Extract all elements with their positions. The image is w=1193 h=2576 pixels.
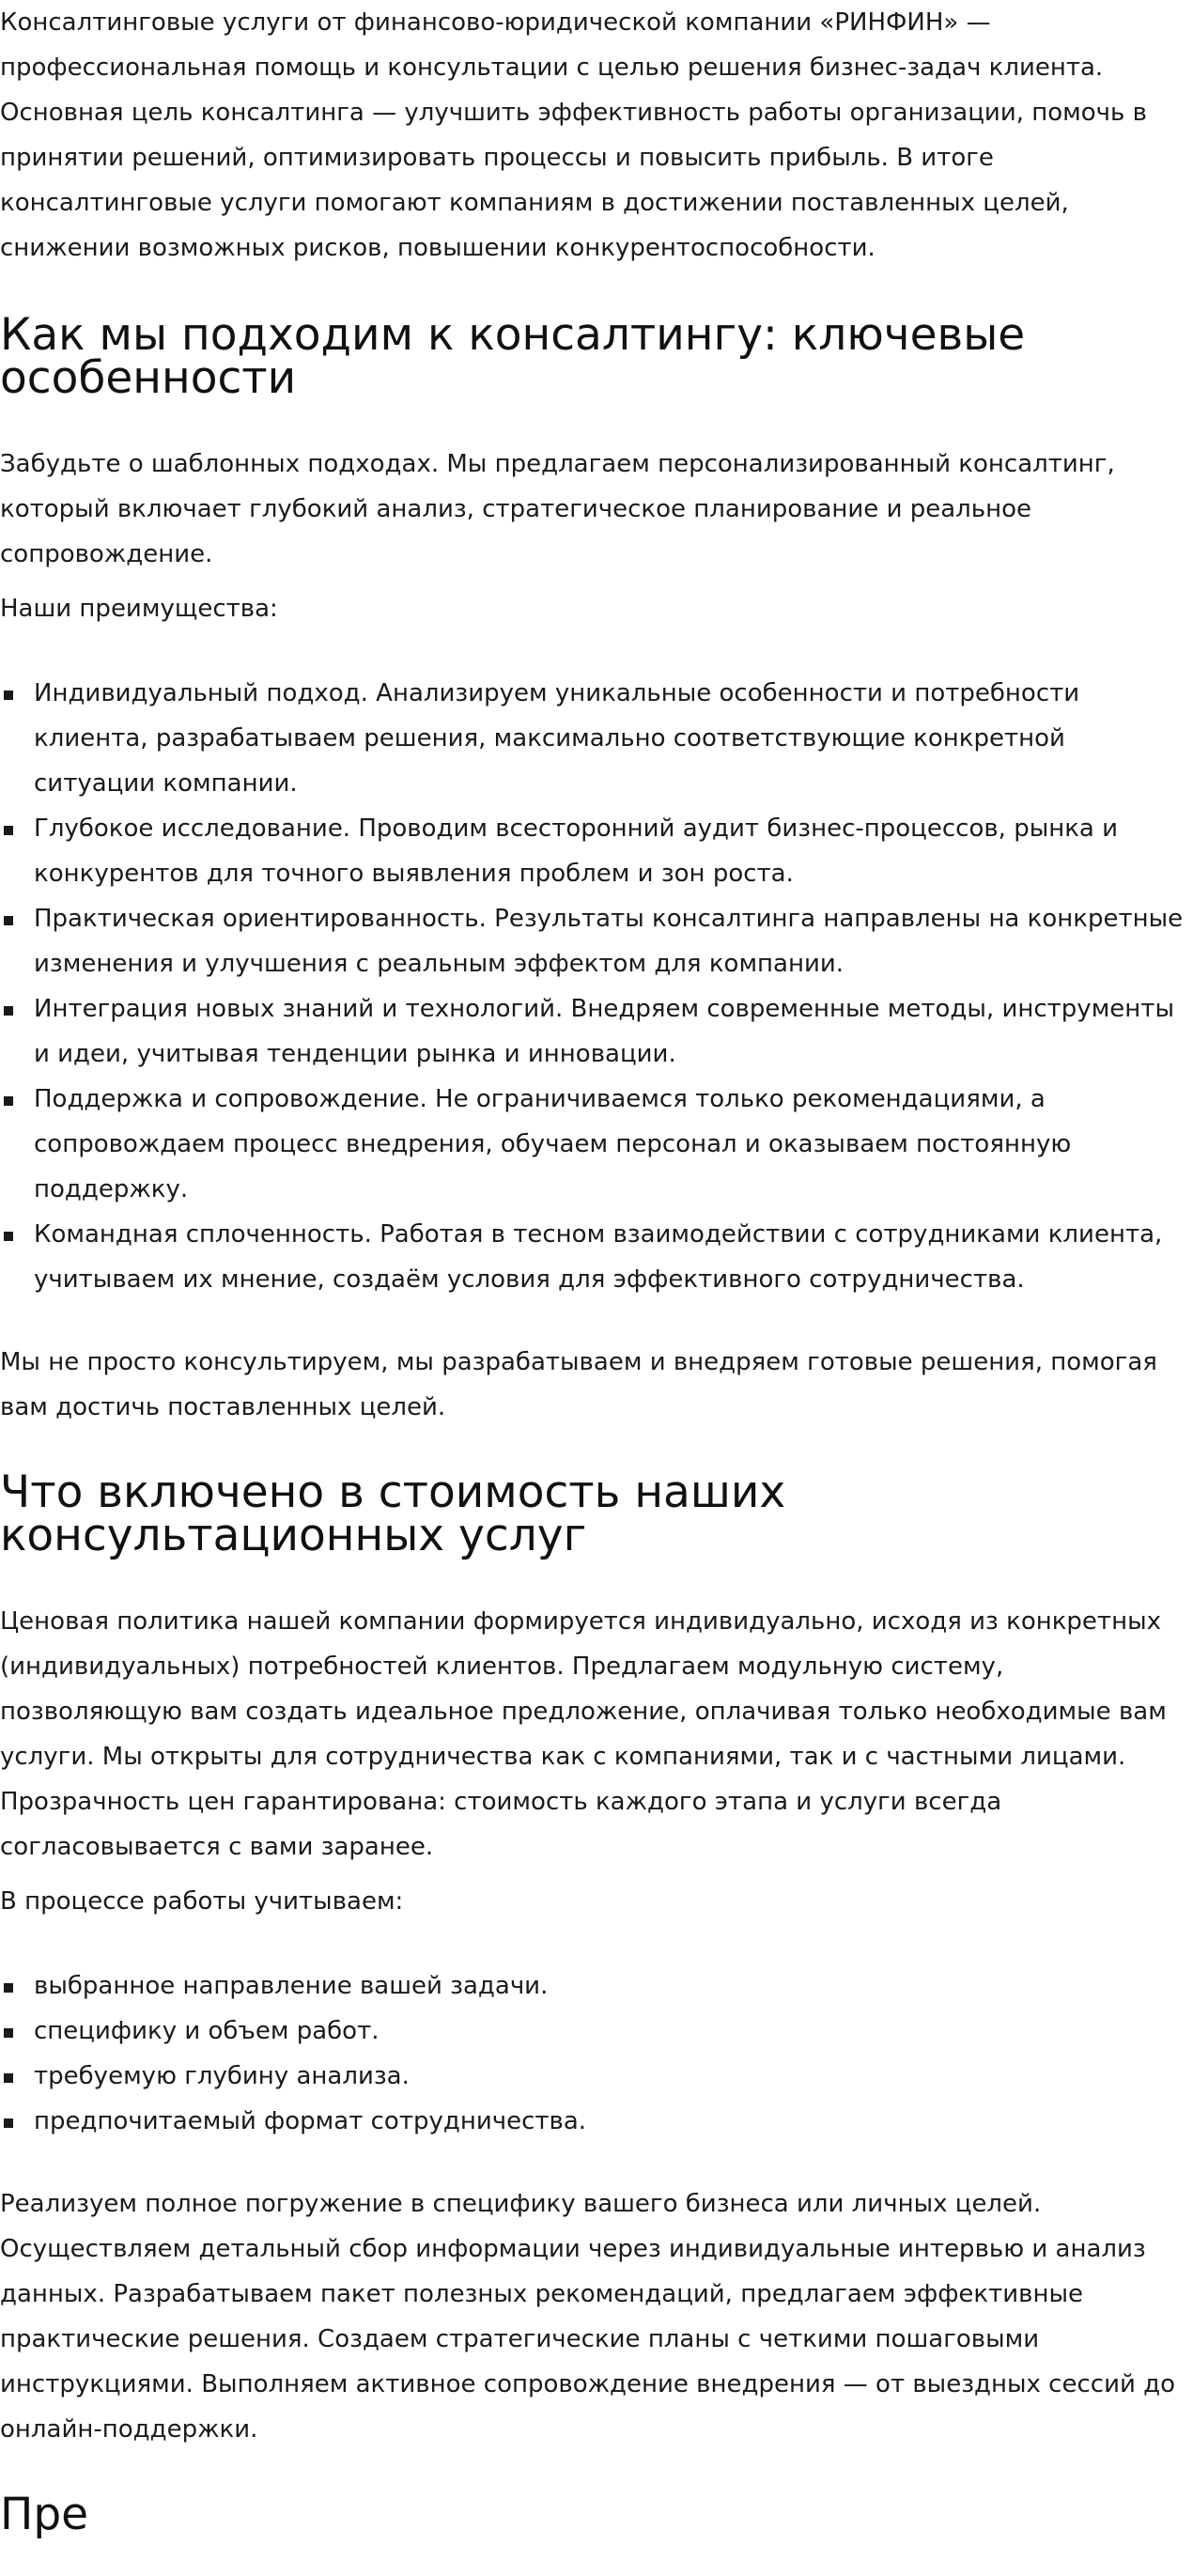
list-item: Интеграция новых знаний и технологий. Внедряем современные методы, инструменты и идеи, учитывая тенденции рынка и инновации. (0, 986, 1193, 1077)
process-list (0, 1963, 1193, 2144)
immersion-paragraph: Реализуем полное погружение в специфику вашего бизнеса или личных целей. Осуществляем детальный сбор информации через индивидуальные интервью и анализ данных. Разрабатываем пакет полезных рекомендаций, предлагаем эффективные практические решения. Создаем стратегические планы с четкими пошаговыми инструкциями. Выполняем активное сопровождение внедрения — от выездных сессий до онлайн-поддержки. (0, 2190, 1176, 2444)
approach-heading: Как мы подходим к консалтингу: ключевые особенности (0, 309, 1026, 404)
list-item: Поддержка и сопровождение. Не ограничиваемся только рекомендациями, а сопровождаем процесс внедрения, обучаем персонал и оказываем постоянную поддержку. (0, 1077, 1193, 1212)
list-item: выбранное направление вашей задачи. (0, 1963, 1193, 2009)
list-item: требуемую глубину анализа. (0, 2054, 1193, 2099)
approach-paragraph: Забудьте о шаблонных подходах. Мы предлагаем персонализированный консалтинг, который включает глубокий анализ, стратегическое планирование и реальное сопровождение. (0, 450, 1115, 568)
approach-closing-paragraph: Мы не просто консультируем, мы разрабатываем и внедряем готовые решения, помогая вам достичь поставленных целей. (0, 1348, 1157, 1421)
intro-paragraph: Консалтинговые услуги от финансово-юридической компании «РИНФИН» — профессиональная помощь и консультации с целью решения бизнес-задач клиента. Основная цель консалтинга — улучшить эффективность работы организации, помочь в принятии решений, оптимизировать процессы и повысить прибыль. В итоге консалтинговые услуги помогают компаниям в достижении поставленных целей, снижении возможных рисков, повышении конкурентоспособности. (0, 8, 1147, 262)
list-item: Индивидуальный подход. Анализируем уникальные особенности и потребности клиента, разрабатываем решения, максимально соответствующие конкретной ситуации компании. (0, 671, 1193, 806)
process-title: В процессе работы учитываем: (0, 1887, 404, 1916)
list-item: специфику и объем работ. (0, 2009, 1193, 2054)
pricing-heading: Что включено в стоимость наших консультационных услуг (0, 1466, 786, 1561)
list-item: Практическая ориентированность. Результаты консалтинга направлены на конкретные изменения и улучшения с реальным эффектом для компании. (0, 896, 1193, 986)
list-item: Командная сплоченность. Работая в тесном взаимодействии с сотрудниками клиента, учитываем их мнение, создаём условия для эффективного сотрудничества. (0, 1212, 1193, 1302)
list-item: Глубокое исследование. Проводим всесторонний аудит бизнес-процессов, рынка и конкурентов для точного выявления проблем и зон роста. (0, 806, 1193, 896)
advantages-list (0, 671, 1193, 1302)
list-item: предпочитаемый формат сотрудничества. (0, 2099, 1193, 2144)
pricing-paragraph: Ценовая политика нашей компании формируется индивидуально, исходя из конкретных (индивидуальных) потребностей клиентов. Предлагаем модульную систему, позволяющую вам создать идеальное предложение, оплачивая только необходимые вам услуги. Мы открыты для сотрудничества как с компаниями, так и с частными лицами. Прозрачность цен гарантирована: стоимость каждого этапа и услуги всегда согласовывается с вами заранее. (0, 1607, 1167, 1861)
advantages-title: Наши преимущества: (0, 595, 278, 623)
next-section-heading: Пре (0, 2489, 89, 2540)
